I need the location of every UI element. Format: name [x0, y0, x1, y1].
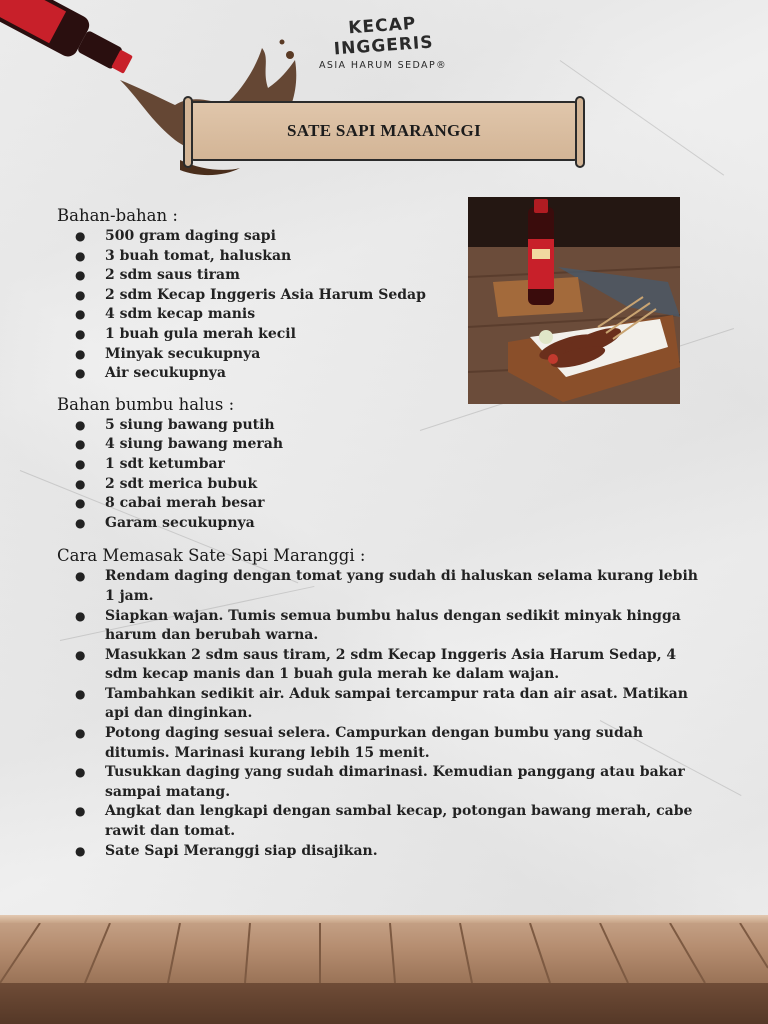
scroll-end-right — [575, 96, 585, 168]
method-list — [57, 567, 712, 861]
brand-name: KECAP INGGERIS — [333, 13, 435, 60]
list-item-text: 1 sdt ketumbar — [105, 455, 225, 472]
list-item — [57, 685, 712, 724]
list-item-text: Sate Sapi Meranggi siap disajikan. — [105, 842, 378, 859]
spices-heading: Bahan bumbu halus : — [57, 394, 235, 414]
list-item — [57, 455, 712, 475]
bullet-icon: ● — [75, 515, 86, 530]
list-item-text: Tusukkan daging yang sudah dimarinasi. Kemudian panggang atau bakar sampai matang. — [105, 764, 685, 800]
list-item-text: 8 cabai merah besar — [105, 495, 265, 512]
list-item — [57, 494, 712, 514]
method-section — [57, 545, 712, 861]
list-item-text: 4 sdm kecap manis — [105, 306, 256, 323]
list-item — [57, 475, 712, 495]
list-item-text: Tambahkan sedikit air. Aduk sampai tercampur rata dan air asat. Matikan api dan dinginkan. — [105, 685, 688, 722]
list-item — [57, 416, 712, 436]
list-item — [57, 364, 712, 384]
list-item — [57, 724, 712, 763]
bullet-icon: ● — [75, 726, 86, 741]
list-item — [57, 763, 712, 802]
bullet-icon: ● — [75, 417, 86, 432]
list-item-text: Air secukupnya — [105, 365, 226, 382]
list-item-text: 3 buah tomat, haluskan — [105, 247, 292, 264]
bullet-icon: ● — [75, 346, 86, 361]
brand-logo — [298, 13, 468, 71]
list-item — [57, 646, 712, 685]
list-item-text: Garam secukupnya — [105, 514, 255, 531]
bullet-icon: ● — [75, 229, 86, 243]
bullet-icon: ● — [75, 307, 86, 322]
list-item — [57, 325, 712, 345]
list-item-text: 2 sdt merica bubuk — [105, 475, 258, 492]
list-item — [57, 802, 712, 841]
recipe-title: SATE SAPI MARANGGI — [287, 121, 481, 140]
list-item-text: 500 gram daging sapi — [105, 228, 276, 244]
list-item-text: Potong daging sesuai selera. Campurkan dengan bumbu yang sudah ditumis. Marinasi kurang lebih 15 menit. — [105, 725, 644, 761]
list-item — [57, 514, 712, 534]
list-item — [57, 345, 712, 365]
wooden-table — [0, 915, 768, 1024]
bullet-icon: ● — [75, 804, 86, 819]
list-item — [57, 842, 712, 862]
table-edge — [0, 915, 768, 923]
list-item — [57, 227, 712, 247]
bullet-icon: ● — [75, 686, 86, 701]
bullet-icon: ● — [75, 569, 86, 584]
bullet-icon: ● — [75, 326, 86, 341]
list-item — [57, 266, 712, 286]
bullet-icon: ● — [75, 437, 86, 452]
bullet-icon: ● — [75, 366, 86, 381]
list-item — [57, 247, 712, 267]
table-front — [0, 983, 768, 1024]
list-item-text: 5 siung bawang putih — [105, 416, 275, 433]
brand-tagline: ASIA HARUM SEDAP® — [319, 60, 447, 71]
bullet-icon: ● — [75, 268, 86, 283]
list-item-text: Minyak secukupnya — [105, 345, 261, 362]
list-item — [57, 567, 712, 606]
spices-list — [57, 416, 712, 534]
list-item-text: Siapkan wajan. Tumis semua bumbu halus dengan sedikit minyak hingga harum dan berubah warna. — [105, 607, 681, 644]
bullet-icon: ● — [75, 608, 86, 623]
list-item-text: 1 buah gula merah kecil — [105, 325, 296, 342]
title-banner — [190, 101, 578, 161]
list-item — [57, 435, 712, 455]
ingredients-heading: Bahan-bahan : — [57, 206, 178, 225]
spices-section — [57, 394, 712, 534]
recipe-content — [57, 205, 712, 861]
list-item-text: 2 sdm saus tiram — [105, 267, 240, 284]
list-item-text: Masukkan 2 sdm saus tiram, 2 sdm Kecap Inggeris Asia Harum Sedap, 4 sdm kecap manis dan 1 buah gula merah ke dalam wajan. — [105, 646, 677, 683]
bullet-icon: ● — [75, 496, 86, 511]
bullet-icon: ● — [75, 287, 86, 302]
bullet-icon: ● — [75, 456, 86, 471]
ingredients-list — [57, 227, 712, 384]
list-item-text: 2 sdm Kecap Inggeris Asia Harum Sedap — [105, 286, 426, 303]
bullet-icon: ● — [75, 843, 86, 858]
bullet-icon: ● — [75, 765, 86, 780]
bullet-icon: ● — [75, 248, 86, 263]
bullet-icon: ● — [75, 476, 86, 491]
bullet-icon: ● — [75, 647, 86, 662]
list-item — [57, 305, 712, 325]
list-item-text: 4 siung bawang merah — [105, 436, 284, 453]
list-item-text: Rendam daging dengan tomat yang sudah di haluskan selama kurang lebih 1 jam. — [105, 568, 698, 604]
list-item — [57, 607, 712, 646]
method-heading: Cara Memasak Sate Sapi Maranggi : — [57, 546, 366, 566]
ingredients-section — [57, 205, 712, 384]
list-item-text: Angkat dan lengkapi dengan sambal kecap, potongan bawang merah, cabe rawit dan tomat. — [105, 803, 693, 840]
list-item — [57, 286, 712, 306]
scroll-end-left — [183, 96, 193, 168]
